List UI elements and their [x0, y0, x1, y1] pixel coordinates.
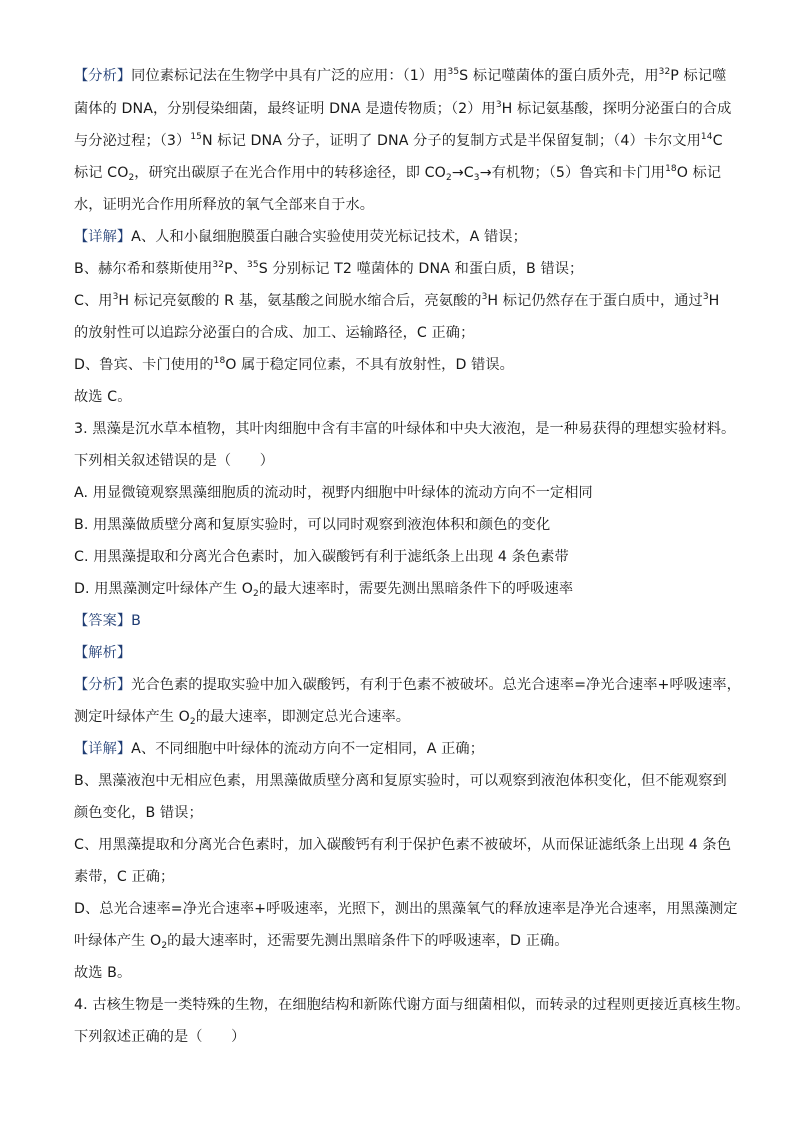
q2-detail-b: B、赫尔希和蔡斯使用$^{32}$P、$^{35}$S 分别标记 T2 噬菌体的 DNA 和蛋白质，B 错误；	[74, 260, 584, 277]
q3-detail-d-1: D、总光合速率=净光合速率+呼吸速率，光照下，测出的黑藻氧气的释放速率是净光合速率，用黑藻测定	[74, 901, 738, 917]
q2-analysis-line-2: 菌体的 DNA，分别侵染细菌，最终证明 DNA 是遗传物质；（2）用$^3$H 标记氨基酸，探明分泌蛋白的合成	[74, 100, 732, 117]
q2-choose: 故选 C。	[74, 389, 132, 405]
q3-option-b: B. 用黑藻做质壁分离和复原实验时，可以同时观察到液泡体积和颜色的变化	[74, 517, 551, 533]
q4-stem-line-1: 4. 古核生物是一类特殊的生物，在细胞结构和新陈代谢方面与细菌相似，而转录的过程则更接近真核生物。	[74, 997, 750, 1013]
q3-detail-c-1: C、用黑藻提取和分离光合色素时，加入碳酸钙有利于保护色素不被破坏，从而保证滤纸条上出现 4 条色	[74, 837, 732, 853]
q2-detail-c: C、用$^3$H 标记亮氨酸的 R 基，氨基酸之间脱水缩合后，亮氨酸的$^3$H 标记仍然存在于蛋白质中，通过$^3$H	[74, 292, 720, 309]
q3-analysis-title: 【解析】	[74, 645, 132, 661]
detail-tag: 【详解】	[74, 741, 132, 757]
q2-analysis-line-4: 标记 $CO_2$，研究出碳原子在光合作用中的转移途径，即 $CO_2\to C_3\to$有机物；（5）鲁宾和卡门用$^{18}$O 标记	[74, 164, 722, 183]
detail-tag: 【详解】	[74, 229, 132, 245]
q2-analysis-line-3: 与分泌过程；$(3)^{15}N$ 标记 DNA 分子，证明了 DNA 分子的复制方式是半保留复制；（4）卡尔文用$^{14}$C	[74, 132, 723, 149]
q3-option-c: C. 用黑藻提取和分离光合色素时，加入碳酸钙有利于滤纸条上出现 4 条色素带	[74, 549, 569, 565]
q3-detail-b-1: B、黑藻液泡中无相应色素，用黑藻做质壁分离和复原实验时，可以观察到液泡体积变化，但不能观察到	[74, 773, 727, 789]
q2-analysis-line-5: 水，证明光合作用所释放的氧气全部来自于水。	[74, 197, 375, 213]
q2-analysis-line-1: 【分析】同位素标记法在生物学中具有广泛的应用：（1）用$^{35}$S 标记噬菌体的蛋白质外壳，用$^{32}$P 标记噬	[74, 67, 727, 84]
q3-detail-d-2: 叶绿体产生 $O_2$的最大速率时，还需要先测出黑暗条件下的呼吸速率，D 正确。	[74, 933, 569, 951]
q3-option-a: A. 用显微镜观察黑藻细胞质的流动时，视野内细胞中叶绿体的流动方向不一定相同	[74, 485, 593, 501]
q3-detail-a: 【详解】A、不同细胞中叶绿体的流动方向不一定相同，A 正确；	[74, 741, 484, 757]
q2-detail-a: 【详解】A、人和小鼠细胞膜蛋白融合实验使用荧光标记技术，A 错误；	[74, 229, 527, 245]
q4-stem-line-2: 下列叙述正确的是（ ）	[74, 1029, 246, 1045]
q3-answer: 【答案】B	[74, 613, 141, 629]
q3-stem-line-1: 3. 黑藻是沉水草本植物，其叶肉细胞中含有丰富的叶绿体和中央大液泡，是一种易获得的理想实验材料。	[74, 421, 736, 437]
q3-stem-line-2: 下列相关叙述错误的是（ ）	[74, 453, 275, 469]
q3-choose: 故选 B。	[74, 965, 132, 981]
q3-analysis-line-1: 【分析】光合色素的提取实验中加入碳酸钙，有利于色素不被破坏。总光合速率=净光合速率+呼吸速率，	[74, 677, 741, 693]
q2-detail-d: D、鲁宾、卡门使用的$^{18}$O 属于稳定同位素，不具有放射性，D 错误。	[74, 356, 514, 373]
q2-detail-c-cont: 的放射性可以追踪分泌蛋白的合成、加工、运输路径，C 正确；	[74, 325, 475, 341]
q3-analysis-line-2: 测定叶绿体产生 $O_2$的最大速率，即测定总光合速率。	[74, 709, 411, 727]
q3-detail-b-2: 颜色变化，B 错误；	[74, 805, 203, 821]
analysis-tag: 【分析】	[74, 677, 132, 693]
q3-detail-c-2: 素带，C 正确；	[74, 869, 175, 885]
q3-option-d: D. 用黑藻测定叶绿体产生 $O_2$的最大速率时，需要先测出黑暗条件下的呼吸速率	[74, 581, 574, 599]
analysis-tag: 【分析】	[74, 68, 132, 84]
